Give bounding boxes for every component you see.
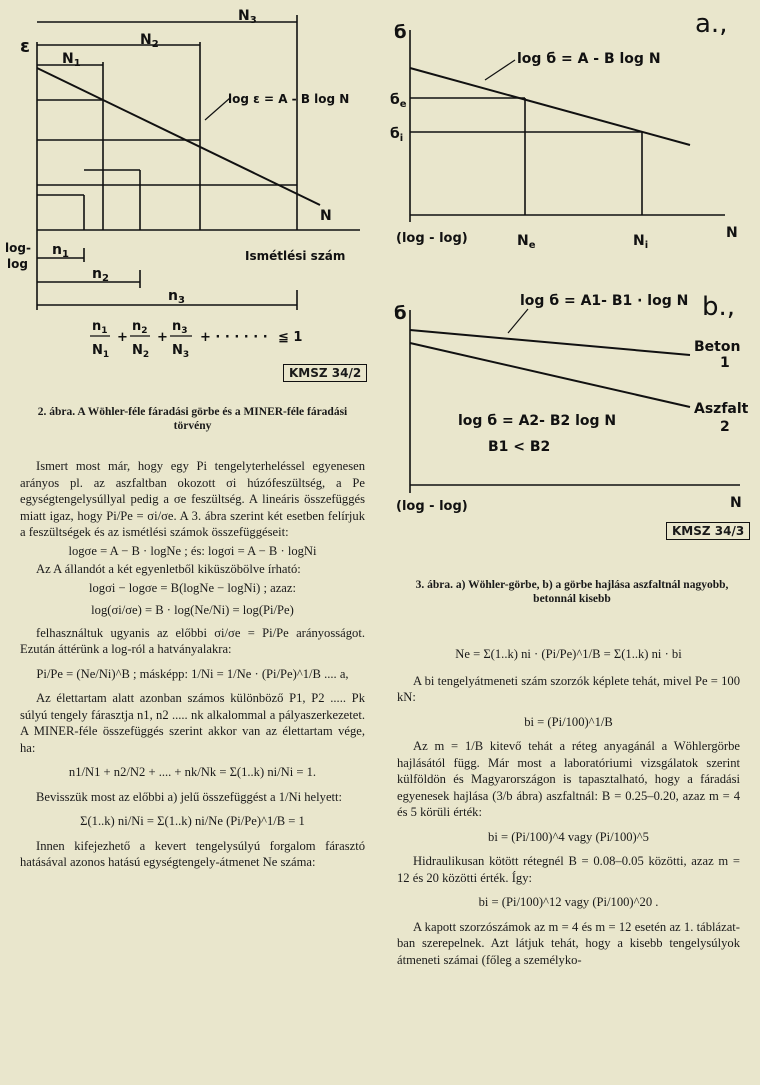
paragraph: Az m = 1/B kitevő tehát a réteg anyagánál a Wöhlergörbe hajlásától függ. Már most a laboratóriumi vizsgálatok szerint külföldön és Magyarországon is tapasztalható, hogy a fáradási egyenesek hajlása (3/b ábra) aszfaltnál: B = 0.25–0.20, azaz m = 4 és 5 körüli érték: <box>397 739 740 819</box>
figure-3a-woehler <box>380 0 760 260</box>
svg-text:N: N <box>730 495 742 511</box>
fig3a-equation: log б = A - B log N <box>517 51 661 67</box>
svg-text:1: 1 <box>720 355 730 371</box>
svg-text:N3: $N_3$ <box>172 343 190 360</box>
svg-text:бe: $б_e$ <box>390 92 407 110</box>
svg-text:n2: $n_2$ <box>132 319 148 336</box>
svg-text:N1: $N_1$ <box>62 51 81 69</box>
equation: Ne = Σ(1..k) ni · (Pi/Pe)^1/B = Σ(1..k) ni · bi <box>455 647 682 661</box>
svg-text:бi: $б_i$ <box>390 126 404 144</box>
svg-text:log-: log- <box>5 241 31 255</box>
paragraph: Az A állandót a két egyenletből kiküszöbölve írható: <box>36 562 301 576</box>
svg-text:B1 < B2: B1 < B2 <box>488 439 551 455</box>
equation: bi = (Pi/100)^1/B <box>524 714 613 729</box>
svg-text:log: log <box>7 257 28 271</box>
svg-text:Ne: $N_e$ <box>517 233 536 251</box>
svg-text:б: б <box>394 22 407 43</box>
equation: log(σi/σe) = B · log(Ne/Ni) = log(Pi/Pe) <box>91 603 294 617</box>
figure-3b-slope-comparison <box>380 285 760 525</box>
svg-text:≦ 1: ≦ 1 <box>278 330 303 345</box>
fig3a-label: a., <box>695 9 728 39</box>
equation: bi = (Pi/100)^4 vagy (Pi/100)^5 <box>488 829 649 844</box>
epsilon-axis-label: ε <box>20 36 31 57</box>
svg-text:N2: $N_2$ <box>140 32 159 50</box>
equation: n1/N1 + n2/N2 + .... + nk/Nk = Σ(1..k) ni/Ni = 1. <box>68 765 317 779</box>
paragraph: Bevisszük most az előbbi a) jelű összefüggést a 1/Ni helyett: <box>36 789 343 804</box>
svg-text:N: N <box>320 208 332 224</box>
svg-text:(log - log): (log - log) <box>396 231 468 246</box>
svg-text:n3: $n_3$ <box>168 288 185 306</box>
equation: Pi/Pe = (Ne/Ni)^B ; másképp: 1/Ni = 1/Ne · (Pi/Pe)^1/B .... a, <box>36 666 349 681</box>
svg-text:Ni: $N_i$ <box>633 233 649 251</box>
paragraph: Innen kifejezhető a kevert tengelysúlyú forgalom fárasztó hatásával azonos hatású egységtengely-átmenet Ne száma: <box>20 838 365 869</box>
paragraph: Ismert most már, hogy egy Pi tengelyterheléssel egyenesen arányos pl. az aszfaltban okozott σi húzófeszültség, a Pe egységtengelysúllyal pedig a σe feszültség. A lineáris összefüggés miatt igaz, hogy Pi/Pe = σi/σe. A 3. ábra szerint két esetben felírjuk a feszültségek és az ismétlési számok összefüggéseit: <box>20 459 365 539</box>
fig3b-label: b., <box>702 292 736 322</box>
figure-3-caption: 3. ábra. a) Wöhler-görbe, b) a görbe hajlása aszfaltnál nagyobb, betonnál kisebb <box>415 579 729 605</box>
repeat-count-label: Ismétlési szám <box>245 249 346 263</box>
svg-text:n1: $n_1$ <box>52 242 69 260</box>
equation: Σ(1..k) ni/Ni = Σ(1..k) ni/Ne (Pi/Pe)^1/B = 1 <box>80 814 305 828</box>
fig2-equation: log ε = A - B log N <box>228 92 350 106</box>
svg-text:N1: $N_1$ <box>92 343 110 360</box>
svg-text:(log - log): (log - log) <box>396 499 468 514</box>
svg-text:+: + <box>157 330 168 345</box>
paragraph: Hidraulikusan kötött rétegnél B = 0.08–0.05 közötti, azaz m = 12 és 20 közötti érték. Így: <box>397 854 740 885</box>
paragraph: A kapott szorzószámok az m = 4 és m = 12 esetén az 1. táblázat-ban szerepelnek. Azt látjuk tehát, hogy a kisebb tengelysúlyok átmeneti számai (főleg a személyko- <box>397 919 740 967</box>
kmsz-label-fig2: KMSZ 34/2 <box>283 364 367 382</box>
svg-text:Aszfalt: Aszfalt <box>694 401 749 417</box>
figure-2-caption: 2. ábra. A Wöhler-féle fáradási görbe és a MINER-féle fáradási törvény <box>37 406 348 432</box>
svg-text:N2: $N_2$ <box>132 343 150 360</box>
paragraph: felhasználtuk ugyanis az előbbi σi/σe = Pi/Pe arányosságot. Ezután áttérünk a log-ról a hatványalakra: <box>20 625 365 656</box>
svg-text:n1: $n_1$ <box>92 319 108 336</box>
svg-text:n3: $n_3$ <box>172 319 188 336</box>
paragraph: Az élettartam alatt azonban számos különböző P1, P2 ..... Pk súlyú tengely fárasztja n1, n2 ..... nk alkalommal a pályaszerkezetet. A MINER-féle összefüggés szerint akkor van az élettartam vége, ha: <box>20 691 365 755</box>
fig3b-equation-1: log б = A1- B1 · log N <box>520 293 689 309</box>
equation: bi = (Pi/100)^12 vagy (Pi/100)^20 . <box>478 895 659 909</box>
miner-sum-formula <box>90 319 302 360</box>
svg-text:Beton: Beton <box>694 339 741 355</box>
fig3b-equation-2: log б = A2- B2 log N <box>458 413 617 429</box>
svg-text:N3: $N_3$ <box>238 8 257 26</box>
paragraph: A bi tengelyátmeneti szám szorzók képlete tehát, mivel Pe = 100 kN: <box>397 673 740 704</box>
svg-text:б: б <box>394 303 407 324</box>
right-text-column <box>397 640 740 968</box>
figure-2-woehler-miner <box>0 0 380 390</box>
svg-text:+: + <box>117 330 128 345</box>
equation: logσe = A − B · logNe ; és: logσi = A − B · logNi <box>68 543 317 558</box>
left-text-column <box>20 458 365 871</box>
svg-text:+ · · · · · ·: + · · · · · · <box>200 330 268 345</box>
svg-text:2: 2 <box>720 419 730 435</box>
kmsz-label-fig3: KMSZ 34/3 <box>666 522 750 540</box>
equation: logσi − logσe = B(logNe − logNi) ; azaz: <box>89 580 296 595</box>
svg-text:N: N <box>726 225 738 241</box>
svg-text:n2: $n_2$ <box>92 266 109 284</box>
